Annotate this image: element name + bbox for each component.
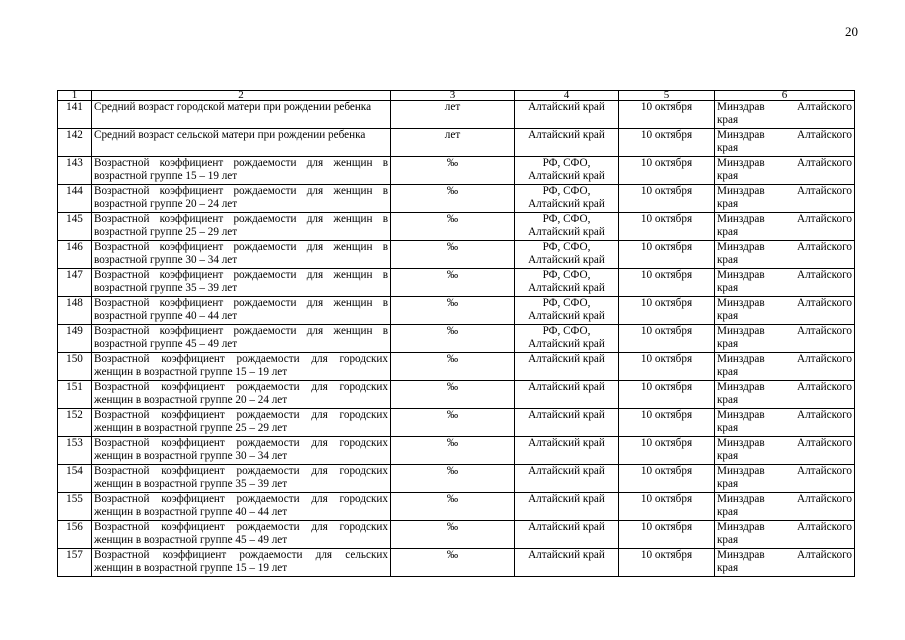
unit: ‰: [391, 521, 515, 549]
deadline: 10 октября: [619, 521, 715, 549]
responsible-line: [717, 101, 852, 114]
territory-level: Алтайский край: [515, 409, 619, 437]
row-number: 152: [58, 409, 92, 437]
responsible-region-word: края: [717, 253, 739, 266]
responsible-region: Алтайского: [797, 297, 852, 309]
responsible-region-word: края: [717, 337, 739, 350]
territory-level: РФ, СФО, Алтайский край: [515, 157, 619, 185]
responsible-region: Алтайского: [797, 185, 852, 197]
unit: ‰: [391, 213, 515, 241]
indicator-name: Возрастной коэффициент рождаемости для женщин в возрастной группе 40 – 44 лет: [92, 297, 391, 325]
territory-level: РФ, СФО, Алтайский край: [515, 269, 619, 297]
deadline: 10 октября: [619, 269, 715, 297]
deadline: 10 октября: [619, 185, 715, 213]
responsible-line: [717, 241, 852, 254]
deadline: 10 октября: [619, 465, 715, 493]
responsible-line: [717, 465, 852, 478]
responsible-ministry: Минздрав: [717, 157, 765, 169]
responsible: [715, 353, 855, 381]
responsible: [715, 381, 855, 409]
responsible-region-word: края: [717, 309, 739, 322]
territory-level: Алтайский край: [515, 437, 619, 465]
deadline: 10 октября: [619, 297, 715, 325]
unit: ‰: [391, 185, 515, 213]
row-number: 153: [58, 437, 92, 465]
responsible: [715, 297, 855, 325]
indicator-name: Возрастной коэффициент рождаемости для городских женщин в возрастной группе 25 – 29 лет: [92, 409, 391, 437]
table-row: [58, 465, 855, 493]
responsible-region: Алтайского: [797, 129, 852, 141]
responsible-ministry: Минздрав: [717, 185, 765, 197]
responsible-ministry: Минздрав: [717, 549, 765, 561]
territory-level: Алтайский край: [515, 521, 619, 549]
header-col-3: 3: [391, 91, 515, 101]
responsible: [715, 269, 855, 297]
indicator-name: Возрастной коэффициент рождаемости для женщин в возрастной группе 20 – 24 лет: [92, 185, 391, 213]
table-header: [58, 91, 855, 101]
territory-level: Алтайский край: [515, 353, 619, 381]
row-number: 150: [58, 353, 92, 381]
header-col-6: 6: [715, 91, 855, 101]
territory-level: Алтайский край: [515, 129, 619, 157]
responsible-ministry: Минздрав: [717, 297, 765, 309]
responsible-region: Алтайского: [797, 213, 852, 225]
deadline: 10 октября: [619, 241, 715, 269]
responsible-region: Алтайского: [797, 465, 852, 477]
indicator-name: Возрастной коэффициент рождаемости для женщин в возрастной группе 45 – 49 лет: [92, 325, 391, 353]
responsible-region-word: края: [717, 197, 739, 210]
table-row: [58, 353, 855, 381]
responsible: [715, 549, 855, 577]
row-number: 142: [58, 129, 92, 157]
territory-level: Алтайский край: [515, 465, 619, 493]
indicator-name: Средний возраст городской матери при рождении ребенка: [92, 101, 391, 129]
table-row: [58, 437, 855, 465]
row-number: 145: [58, 213, 92, 241]
unit: ‰: [391, 549, 515, 577]
indicator-name: Возрастной коэффициент рождаемости для женщин в возрастной группе 25 – 29 лет: [92, 213, 391, 241]
unit: ‰: [391, 241, 515, 269]
table-row: [58, 129, 855, 157]
indicator-name: Возрастной коэффициент рождаемости для женщин в возрастной группе 35 – 39 лет: [92, 269, 391, 297]
row-number: 148: [58, 297, 92, 325]
header-col-4: 4: [515, 91, 619, 101]
row-number: 144: [58, 185, 92, 213]
row-number: 157: [58, 549, 92, 577]
responsible-line: [717, 493, 852, 506]
indicator-name: Возрастной коэффициент рождаемости для городских женщин в возрастной группе 35 – 39 лет: [92, 465, 391, 493]
responsible-region: Алтайского: [797, 269, 852, 281]
responsible: [715, 521, 855, 549]
territory-level: Алтайский край: [515, 549, 619, 577]
indicator-name: Возрастной коэффициент рождаемости для женщин в возрастной группе 15 – 19 лет: [92, 157, 391, 185]
row-number: 149: [58, 325, 92, 353]
responsible-line: [717, 129, 852, 142]
unit: ‰: [391, 297, 515, 325]
responsible-line: [717, 409, 852, 422]
responsible-line: [717, 437, 852, 450]
responsible-region-word: края: [717, 477, 739, 490]
responsible-line: [717, 157, 852, 170]
deadline: 10 октября: [619, 437, 715, 465]
indicator-name: Возрастной коэффициент рождаемости для сельских женщин в возрастной группе 15 – 19 лет: [92, 549, 391, 577]
responsible-region-word: края: [717, 113, 739, 126]
row-number: 143: [58, 157, 92, 185]
row-number: 151: [58, 381, 92, 409]
responsible-region: Алтайского: [797, 549, 852, 561]
responsible-region-word: края: [717, 225, 739, 238]
table-body: [58, 101, 855, 577]
responsible-ministry: Минздрав: [717, 353, 765, 365]
responsible-line: [717, 549, 852, 562]
responsible-ministry: Минздрав: [717, 521, 765, 533]
row-number: 155: [58, 493, 92, 521]
table-row: [58, 269, 855, 297]
responsible-ministry: Минздрав: [717, 409, 765, 421]
responsible: [715, 241, 855, 269]
responsible-ministry: Минздрав: [717, 325, 765, 337]
responsible-line: [717, 353, 852, 366]
responsible-ministry: Минздрав: [717, 465, 765, 477]
indicator-name: Возрастной коэффициент рождаемости для городских женщин в возрастной группе 20 – 24 лет: [92, 381, 391, 409]
deadline: 10 октября: [619, 409, 715, 437]
responsible: [715, 185, 855, 213]
header-col-1: 1: [58, 91, 92, 101]
territory-level: Алтайский край: [515, 381, 619, 409]
responsible-region: Алтайского: [797, 325, 852, 337]
unit: ‰: [391, 493, 515, 521]
table-row: [58, 101, 855, 129]
responsible-region-word: края: [717, 281, 739, 294]
responsible-region: Алтайского: [797, 409, 852, 421]
unit: ‰: [391, 157, 515, 185]
row-number: 147: [58, 269, 92, 297]
responsible-ministry: Минздрав: [717, 269, 765, 281]
territory-level: РФ, СФО, Алтайский край: [515, 241, 619, 269]
table-row: [58, 409, 855, 437]
deadline: 10 октября: [619, 129, 715, 157]
table-row: [58, 297, 855, 325]
unit: ‰: [391, 353, 515, 381]
deadline: 10 октября: [619, 101, 715, 129]
indicators-table: [57, 90, 855, 577]
header-row: [58, 91, 855, 101]
responsible-ministry: Минздрав: [717, 101, 765, 113]
responsible-line: [717, 325, 852, 338]
responsible: [715, 129, 855, 157]
responsible-region-word: края: [717, 169, 739, 182]
table-row: [58, 521, 855, 549]
unit: лет: [391, 101, 515, 129]
table-row: [58, 157, 855, 185]
indicator-name: Возрастной коэффициент рождаемости для городских женщин в возрастной группе 15 – 19 лет: [92, 353, 391, 381]
row-number: 156: [58, 521, 92, 549]
territory-level: РФ, СФО, Алтайский край: [515, 325, 619, 353]
responsible-region: Алтайского: [797, 101, 852, 113]
responsible-ministry: Минздрав: [717, 493, 765, 505]
responsible-region: Алтайского: [797, 353, 852, 365]
territory-level: Алтайский край: [515, 101, 619, 129]
deadline: 10 октября: [619, 549, 715, 577]
indicator-name: Возрастной коэффициент рождаемости для городских женщин в возрастной группе 45 – 49 лет: [92, 521, 391, 549]
indicator-name: Возрастной коэффициент рождаемости для женщин в возрастной группе 30 – 34 лет: [92, 241, 391, 269]
unit: ‰: [391, 325, 515, 353]
page-number: 20: [845, 24, 858, 39]
responsible-region: Алтайского: [797, 381, 852, 393]
table-row: [58, 213, 855, 241]
deadline: 10 октября: [619, 325, 715, 353]
responsible: [715, 213, 855, 241]
responsible-ministry: Минздрав: [717, 381, 765, 393]
responsible: [715, 409, 855, 437]
responsible-region-word: края: [717, 561, 739, 574]
unit: ‰: [391, 409, 515, 437]
responsible-region: Алтайского: [797, 241, 852, 253]
territory-level: РФ, СФО, Алтайский край: [515, 213, 619, 241]
responsible-line: [717, 297, 852, 310]
header-col-5: 5: [619, 91, 715, 101]
table-row: [58, 241, 855, 269]
table-row: [58, 185, 855, 213]
deadline: 10 октября: [619, 493, 715, 521]
responsible-region: Алтайского: [797, 521, 852, 533]
responsible-region: Алтайского: [797, 493, 852, 505]
responsible-ministry: Минздрав: [717, 129, 765, 141]
table-row: [58, 325, 855, 353]
table-row: [58, 381, 855, 409]
deadline: 10 октября: [619, 213, 715, 241]
responsible: [715, 437, 855, 465]
row-number: 146: [58, 241, 92, 269]
responsible-line: [717, 381, 852, 394]
responsible-line: [717, 521, 852, 534]
responsible-region-word: края: [717, 449, 739, 462]
responsible-ministry: Минздрав: [717, 437, 765, 449]
responsible-region-word: края: [717, 141, 739, 154]
responsible: [715, 101, 855, 129]
table-row: [58, 493, 855, 521]
responsible-ministry: Минздрав: [717, 213, 765, 225]
header-col-2: 2: [92, 91, 391, 101]
indicator-name: Возрастной коэффициент рождаемости для городских женщин в возрастной группе 30 – 34 лет: [92, 437, 391, 465]
unit: ‰: [391, 465, 515, 493]
responsible-region-word: края: [717, 505, 739, 518]
deadline: 10 октября: [619, 353, 715, 381]
territory-level: Алтайский край: [515, 493, 619, 521]
indicator-name: Возрастной коэффициент рождаемости для городских женщин в возрастной группе 40 – 44 лет: [92, 493, 391, 521]
responsible-region-word: края: [717, 533, 739, 546]
row-number: 141: [58, 101, 92, 129]
responsible-line: [717, 213, 852, 226]
responsible-region-word: края: [717, 365, 739, 378]
unit: ‰: [391, 269, 515, 297]
responsible-region: Алтайского: [797, 437, 852, 449]
table-row: [58, 549, 855, 577]
row-number: 154: [58, 465, 92, 493]
deadline: 10 октября: [619, 381, 715, 409]
responsible-region-word: края: [717, 393, 739, 406]
unit: ‰: [391, 381, 515, 409]
responsible-line: [717, 185, 852, 198]
responsible: [715, 465, 855, 493]
indicator-name: Средний возраст сельской матери при рождении ребенка: [92, 129, 391, 157]
responsible-ministry: Минздрав: [717, 241, 765, 253]
responsible: [715, 325, 855, 353]
deadline: 10 октября: [619, 157, 715, 185]
territory-level: РФ, СФО, Алтайский край: [515, 297, 619, 325]
unit: ‰: [391, 437, 515, 465]
responsible-region-word: края: [717, 421, 739, 434]
responsible: [715, 493, 855, 521]
responsible-region: Алтайского: [797, 157, 852, 169]
unit: лет: [391, 129, 515, 157]
responsible-line: [717, 269, 852, 282]
responsible: [715, 157, 855, 185]
territory-level: РФ, СФО, Алтайский край: [515, 185, 619, 213]
